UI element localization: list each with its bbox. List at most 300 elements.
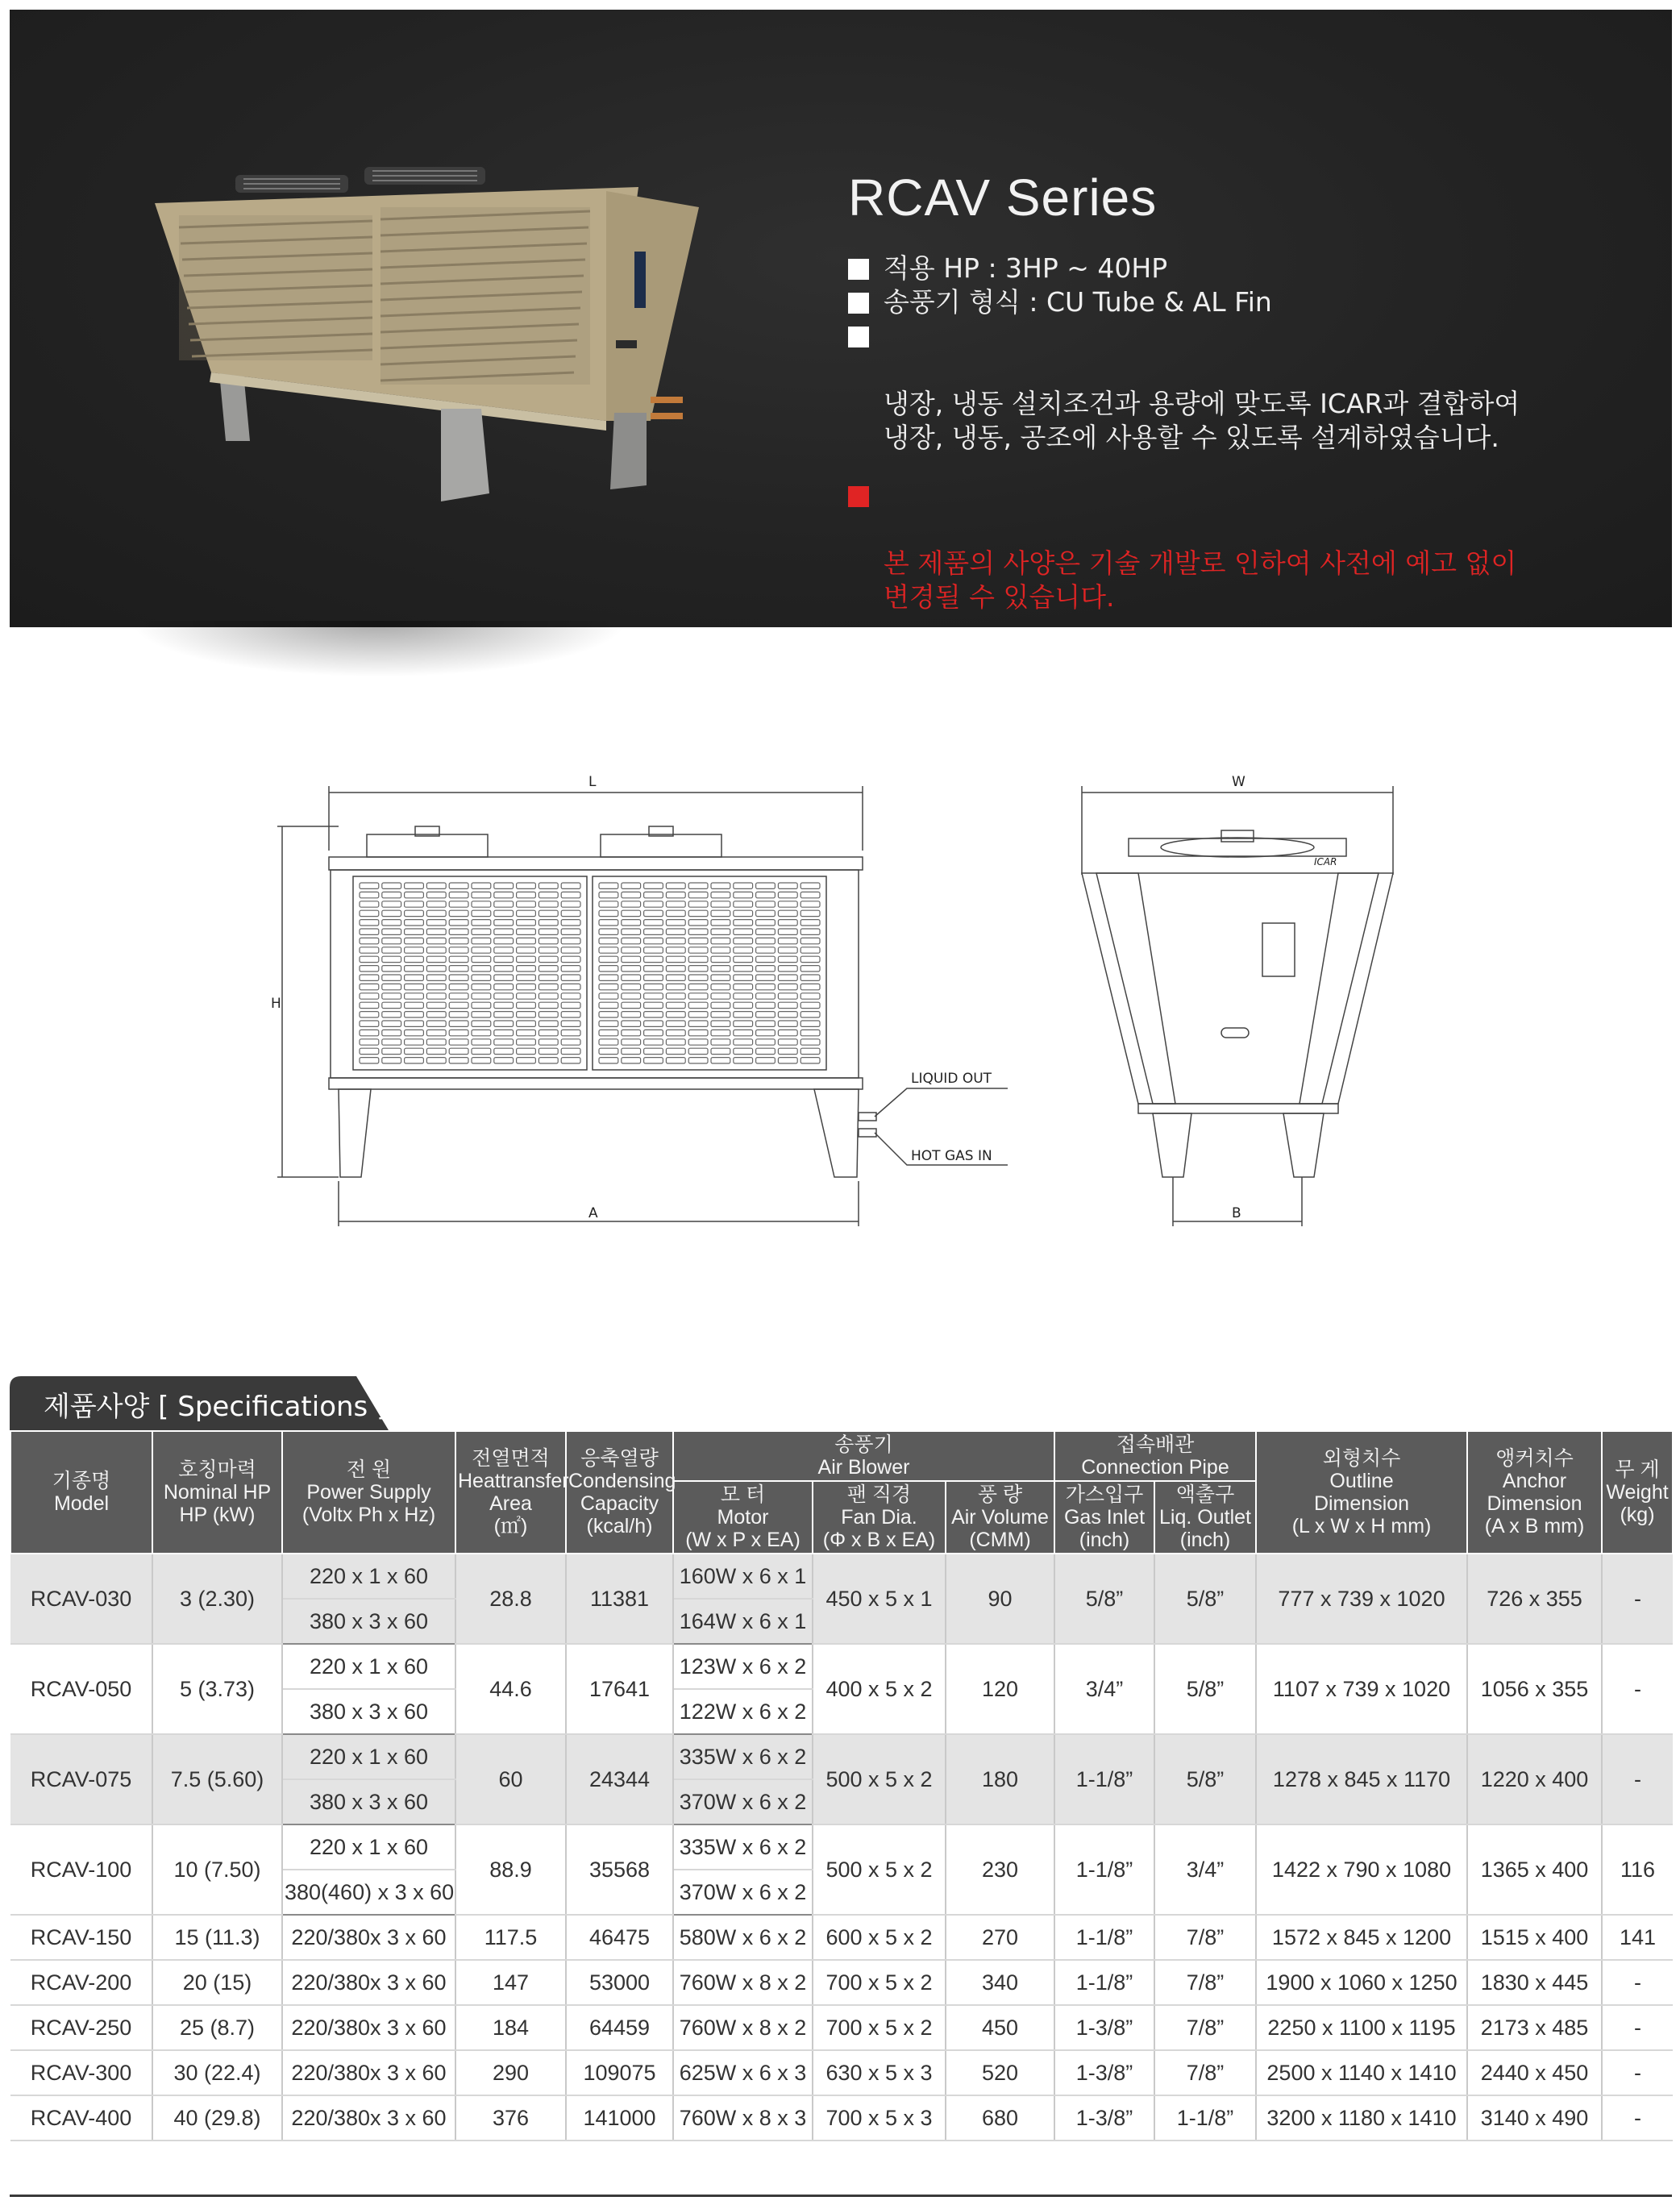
louvre-slot: [688, 984, 708, 989]
header-air-blower: 송풍기 Air Blower: [673, 1431, 1054, 1481]
cell-hp: 7.5 (5.60): [152, 1734, 282, 1824]
louvre-slot: [800, 956, 820, 962]
louvre-slot: [734, 966, 753, 971]
louvre-slot: [517, 984, 536, 989]
louvre-slot: [426, 1058, 446, 1063]
louvre-slot: [666, 883, 685, 888]
louvre-slot: [778, 947, 797, 953]
louvre-slot: [778, 1002, 797, 1008]
louvre-slot: [666, 1048, 685, 1054]
cell-model: RCAV-150: [10, 1915, 152, 1960]
cell-power: 220 x 1 x 60: [282, 1734, 455, 1779]
louvre-slot: [472, 975, 491, 980]
louvre-slot: [426, 1021, 446, 1026]
louvre-slot: [688, 947, 708, 953]
louvre-slot: [426, 883, 446, 888]
cell-fan: 700 x 5 x 2: [813, 1960, 946, 2005]
louvre-slot: [360, 984, 379, 989]
louvre-slot: [360, 910, 379, 916]
louvre-slot: [622, 910, 641, 916]
cell-hp: 25 (8.7): [152, 2005, 282, 2050]
louvre-slot: [756, 892, 776, 897]
louvre-slot: [622, 1058, 641, 1063]
cell-power: 380 x 3 x 60: [282, 1689, 455, 1734]
cell-area: 147: [455, 1960, 566, 2005]
cell-gas: 1-1/8”: [1054, 1915, 1154, 1960]
louvre-slot: [734, 901, 753, 907]
specifications-title: 제품사양 [ Specifications ]: [44, 1391, 388, 1423]
louvre-slot: [539, 1021, 558, 1026]
louvre-slot: [426, 1012, 446, 1017]
louvre-slot: [756, 947, 776, 953]
cell-air: 450: [946, 2005, 1054, 2050]
louvre-slot: [756, 1012, 776, 1017]
louvre-slot: [426, 975, 446, 980]
louvre-slot: [561, 966, 580, 971]
cell-gas: 1-1/8”: [1054, 1734, 1154, 1824]
louvre-slot: [800, 892, 820, 897]
louvre-slot: [517, 1039, 536, 1045]
cell-model: RCAV-200: [10, 1960, 152, 2005]
louvre-slot: [800, 966, 820, 971]
cell-power: 220/380x 3 x 60: [282, 2005, 455, 2050]
louvre-slot: [688, 1021, 708, 1026]
louvre-slot: [449, 938, 468, 943]
cell-liq: 5/8”: [1154, 1554, 1256, 1644]
louvre-slot: [539, 966, 558, 971]
louvre-slot: [688, 975, 708, 980]
cell-motor: 160W x 6 x 1: [673, 1554, 813, 1599]
louvre-slot: [449, 901, 468, 907]
louvre-slot: [539, 1012, 558, 1017]
cell-anchor: 726 x 355: [1467, 1554, 1602, 1644]
louvre-slot: [539, 883, 558, 888]
louvre-slot: [472, 883, 491, 888]
louvre-slot: [494, 1021, 514, 1026]
cell-outline: 2250 x 1100 x 1195: [1256, 2005, 1467, 2050]
louvre-slot: [644, 993, 663, 999]
cell-hp: 20 (15): [152, 1960, 282, 2005]
louvre-slot: [622, 975, 641, 980]
louvre-slot: [778, 938, 797, 943]
cell-outline: 1278 x 845 x 1170: [1256, 1734, 1467, 1824]
louvre-slot: [644, 920, 663, 926]
louvre-slot: [472, 956, 491, 962]
cell-anchor: 2440 x 450: [1467, 2050, 1602, 2095]
cell-fan: 700 x 5 x 3: [813, 2095, 946, 2141]
louvre-slot: [688, 956, 708, 962]
louvre-slot: [539, 1039, 558, 1045]
cell-capacity: 109075: [566, 2050, 673, 2095]
louvre-slot: [382, 1048, 401, 1054]
louvre-slot: [517, 975, 536, 980]
louvre-slot: [449, 920, 468, 926]
louvre-slot: [405, 910, 424, 916]
cell-capacity: 141000: [566, 2095, 673, 2141]
louvre-slot: [622, 966, 641, 971]
louvre-slot: [666, 1002, 685, 1008]
louvre-slot: [644, 984, 663, 989]
table-row: [10, 1644, 1673, 1689]
louvre-slot: [539, 892, 558, 897]
feature-text: 송풍기 형식 : CU Tube & AL Fin: [884, 286, 1272, 318]
cell-outline: 1107 x 739 x 1020: [1256, 1644, 1467, 1734]
cell-anchor: 3140 x 490: [1467, 2095, 1602, 2141]
cell-weight: 141: [1602, 1915, 1673, 1960]
louvre-slot: [494, 993, 514, 999]
louvre-slot: [405, 920, 424, 926]
louvre-slot: [711, 892, 730, 897]
header-gas-inlet: 가스입구 Gas Inlet (inch): [1054, 1481, 1154, 1554]
table-row: [10, 1960, 1673, 2005]
louvre-slot: [778, 892, 797, 897]
louvre-slot: [472, 966, 491, 971]
louvre-slot: [472, 929, 491, 934]
louvre-slot: [778, 1039, 797, 1045]
louvre-slot: [426, 993, 446, 999]
louvre-slot: [734, 1021, 753, 1026]
cell-area: 117.5: [455, 1915, 566, 1960]
cell-capacity: 64459: [566, 2005, 673, 2050]
cell-capacity: 35568: [566, 1824, 673, 1915]
louvre-slot: [599, 892, 618, 897]
header-outline-dimension: 외형치수 Outline Dimension (L x W x H mm): [1256, 1431, 1467, 1554]
louvre-slot: [622, 984, 641, 989]
louvre-slot: [800, 993, 820, 999]
louvre-slot: [472, 920, 491, 926]
louvre-slot: [405, 1039, 424, 1045]
louvre-slot: [622, 947, 641, 953]
louvre-slot: [711, 938, 730, 943]
cell-model: RCAV-050: [10, 1644, 152, 1734]
louvre-slot: [561, 920, 580, 926]
table-row: [10, 2050, 1673, 2095]
feature-text: 적용 HP : 3HP ~ 40HP: [884, 252, 1168, 284]
louvre-slot: [449, 993, 468, 999]
cell-hp: 3 (2.30): [152, 1554, 282, 1644]
louvre-slot: [622, 938, 641, 943]
louvre-slot: [382, 1058, 401, 1063]
louvre-slot: [405, 956, 424, 962]
louvre-slot: [756, 929, 776, 934]
louvre-slot: [644, 975, 663, 980]
louvre-slot: [426, 1030, 446, 1035]
feature-hp-range: [848, 252, 1654, 285]
cell-area: 28.8: [455, 1554, 566, 1644]
cell-weight: -: [1602, 1554, 1673, 1644]
louvre-slot: [539, 929, 558, 934]
louvre-slot: [599, 938, 618, 943]
louvre-slot: [382, 892, 401, 897]
louvre-slot: [599, 1012, 618, 1017]
louvre-slot: [622, 1012, 641, 1017]
louvre-slot: [666, 1021, 685, 1026]
louvre-slot: [405, 984, 424, 989]
dimension-L-label: L: [588, 774, 597, 790]
louvre-slot: [778, 984, 797, 989]
louvre-slot: [561, 938, 580, 943]
front-view-drawing: [266, 770, 1032, 1229]
louvre-slot: [756, 910, 776, 916]
louvre-slot: [599, 883, 618, 888]
louvre-slot: [711, 929, 730, 934]
louvre-slot: [778, 993, 797, 999]
louvre-slot: [666, 1039, 685, 1045]
header-anchor-dimension: 앵커치수 Anchor Dimension (A x B mm): [1467, 1431, 1602, 1554]
louvre-slot: [517, 1002, 536, 1008]
louvre-slot: [622, 1002, 641, 1008]
cell-anchor: 1056 x 355: [1467, 1644, 1602, 1734]
louvre-slot: [561, 975, 580, 980]
louvre-slot: [599, 975, 618, 980]
louvre-slot: [599, 966, 618, 971]
cell-model: RCAV-030: [10, 1554, 152, 1644]
louvre-slot: [734, 920, 753, 926]
louvre-slot: [711, 947, 730, 953]
louvre-slot: [734, 1030, 753, 1035]
louvre-slot: [517, 1012, 536, 1017]
louvre-slot: [734, 892, 753, 897]
louvre-slot: [688, 1012, 708, 1017]
louvre-slot: [382, 984, 401, 989]
louvre-slot: [711, 1012, 730, 1017]
louvre-slot: [756, 1048, 776, 1054]
cell-outline: 1422 x 790 x 1080: [1256, 1824, 1467, 1915]
louvre-slot: [756, 1039, 776, 1045]
louvre-slot: [778, 1048, 797, 1054]
louvre-slot: [472, 993, 491, 999]
louvre-slot: [666, 966, 685, 971]
louvre-slot: [517, 1021, 536, 1026]
louvre-slot: [688, 1048, 708, 1054]
cell-weight: -: [1602, 2005, 1673, 2050]
hero-banner: [10, 10, 1672, 627]
louvre-slot: [517, 956, 536, 962]
cell-liq: 1-1/8”: [1154, 2095, 1256, 2141]
louvre-slot: [426, 901, 446, 907]
louvre-slot: [360, 966, 379, 971]
louvre-slot: [360, 883, 379, 888]
table-bottom-rule: [10, 2195, 1672, 2197]
cell-gas: 5/8”: [1054, 1554, 1154, 1644]
louvre-slot: [449, 1058, 468, 1063]
louvre-slot: [778, 956, 797, 962]
louvre-slot: [688, 993, 708, 999]
louvre-slot: [539, 938, 558, 943]
hot-gas-in-label: HOT GAS IN: [911, 1148, 992, 1164]
louvre-slot: [711, 1030, 730, 1035]
louvre-slot: [644, 966, 663, 971]
louvre-slot: [622, 956, 641, 962]
feature-text: 냉장, 냉동 설치조건과 용량에 맞도록 ICAR과 결합하여 냉장, 냉동, 공조에 사용할 수 있도록 설계하였습니다.: [884, 388, 1520, 453]
cell-power: 220/380x 3 x 60: [282, 2050, 455, 2095]
louvre-slot: [472, 984, 491, 989]
louvre-slot: [382, 938, 401, 943]
louvre-slot: [539, 1058, 558, 1063]
louvre-slot: [539, 947, 558, 953]
louvre-slot: [472, 947, 491, 953]
louvre-slot: [382, 929, 401, 934]
cell-gas: 1-3/8”: [1054, 2005, 1154, 2050]
table-row: [10, 2005, 1673, 2050]
louvre-slot: [778, 929, 797, 934]
louvre-slot: [599, 1039, 618, 1045]
red-square-bullet-icon: [848, 486, 869, 507]
louvre-slot: [472, 1030, 491, 1035]
louvre-slot: [449, 929, 468, 934]
cell-power: 380(460) x 3 x 60: [282, 1870, 455, 1915]
louvre-slot: [517, 1048, 536, 1054]
louvre-slot: [622, 883, 641, 888]
louvre-slot: [426, 920, 446, 926]
cell-fan: 400 x 5 x 2: [813, 1644, 946, 1734]
cell-liq: 7/8”: [1154, 1960, 1256, 2005]
header-liq-outlet: 액출구 Liq. Outlet (inch): [1154, 1481, 1256, 1554]
louvre-slot: [472, 938, 491, 943]
louvre-slot: [360, 938, 379, 943]
louvre-slot: [756, 938, 776, 943]
cell-area: 290: [455, 2050, 566, 2095]
louvre-slot: [599, 1002, 618, 1008]
louvre-slot: [666, 993, 685, 999]
louvre-slot: [756, 1030, 776, 1035]
louvre-slot: [382, 1039, 401, 1045]
louvre-slot: [561, 910, 580, 916]
louvre-slot: [622, 892, 641, 897]
louvre-slot: [494, 920, 514, 926]
cell-model: RCAV-100: [10, 1824, 152, 1915]
louvre-slot: [494, 975, 514, 980]
cell-motor: 580W x 6 x 2: [673, 1915, 813, 1960]
header-motor: 모 터 Motor (W x P x EA): [673, 1481, 813, 1554]
louvre-slot: [800, 1012, 820, 1017]
louvre-slot: [472, 1039, 491, 1045]
louvre-slot: [778, 901, 797, 907]
louvre-slot: [688, 938, 708, 943]
louvre-slot: [494, 883, 514, 888]
louvre-slot: [405, 901, 424, 907]
cell-area: 60: [455, 1734, 566, 1824]
louvre-slot: [494, 956, 514, 962]
specifications-tab: [10, 1376, 389, 1430]
cell-capacity: 17641: [566, 1644, 673, 1734]
louvre-slot: [426, 966, 446, 971]
louvre-slot: [494, 910, 514, 916]
louvre-slot: [666, 910, 685, 916]
cell-area: 44.6: [455, 1644, 566, 1734]
louvre-slot: [756, 1021, 776, 1026]
cell-air: 340: [946, 1960, 1054, 2005]
louvre-slot: [756, 883, 776, 888]
louvre-slot: [561, 1002, 580, 1008]
louvre-slot: [382, 975, 401, 980]
cell-power: 220 x 1 x 60: [282, 1644, 455, 1689]
louvre-slot: [517, 993, 536, 999]
louvre-slot: [360, 1058, 379, 1063]
louvre-slot: [539, 993, 558, 999]
louvre-slot: [494, 947, 514, 953]
louvre-slot: [711, 1058, 730, 1063]
cell-fan: 700 x 5 x 2: [813, 2005, 946, 2050]
louvre-slot: [666, 1030, 685, 1035]
cell-area: 376: [455, 2095, 566, 2141]
louvre-slot: [360, 1030, 379, 1035]
cell-weight: -: [1602, 2050, 1673, 2095]
cell-outline: 1900 x 1060 x 1250: [1256, 1960, 1467, 2005]
header-air-volume: 풍 량 Air Volume (CMM): [946, 1481, 1054, 1554]
louvre-slot: [622, 929, 641, 934]
louvre-slot: [426, 984, 446, 989]
cell-model: RCAV-250: [10, 2005, 152, 2050]
louvre-slot: [360, 920, 379, 926]
cell-liq: 7/8”: [1154, 1915, 1256, 1960]
cell-gas: 1-3/8”: [1054, 2050, 1154, 2095]
louvre-slot: [778, 1012, 797, 1017]
louvre-slot: [360, 1012, 379, 1017]
louvre-slot: [405, 938, 424, 943]
louvre-slot: [756, 1002, 776, 1008]
cell-motor: 760W x 8 x 2: [673, 1960, 813, 2005]
louvre-slot: [666, 1058, 685, 1063]
louvre-slot: [800, 901, 820, 907]
header-heattransfer-area: 전열면적 Heattransfer Area (㎡): [455, 1431, 566, 1554]
louvre-slot: [778, 883, 797, 888]
louvre-slot: [561, 901, 580, 907]
louvre-slot: [449, 966, 468, 971]
louvre-slot: [711, 910, 730, 916]
louvre-slot: [644, 1030, 663, 1035]
louvre-slot: [561, 1048, 580, 1054]
louvre-slot: [599, 1021, 618, 1026]
cell-motor: 625W x 6 x 3: [673, 2050, 813, 2095]
louvre-slot: [688, 883, 708, 888]
louvre-slot: [382, 901, 401, 907]
louvre-slot: [405, 1021, 424, 1026]
notice-text: 본 제품의 사양은 기술 개발로 인하여 사전에 예고 없이 변경될 수 있습니다.: [884, 547, 1517, 613]
cell-weight: -: [1602, 2095, 1673, 2141]
louvre-slot: [800, 984, 820, 989]
louvre-slot: [382, 910, 401, 916]
louvre-slot: [405, 1048, 424, 1054]
cell-power: 380 x 3 x 60: [282, 1779, 455, 1824]
louvre-slot: [800, 975, 820, 980]
louvre-slot: [734, 1058, 753, 1063]
dimension-A-label: A: [588, 1205, 598, 1221]
louvre-slot: [711, 901, 730, 907]
cell-gas: 1-1/8”: [1054, 1960, 1154, 2005]
cell-motor: 760W x 8 x 3: [673, 2095, 813, 2141]
louvre-slot: [711, 984, 730, 989]
louvre-slot: [734, 993, 753, 999]
cell-power: 380 x 3 x 60: [282, 1599, 455, 1644]
louvre-slot: [800, 1002, 820, 1008]
cell-power: 220 x 1 x 60: [282, 1554, 455, 1599]
louvre-slot: [644, 1039, 663, 1045]
side-view-drawing: [1072, 770, 1411, 1229]
cell-motor: 335W x 6 x 2: [673, 1824, 813, 1870]
louvre-slot: [382, 966, 401, 971]
louvre-slot: [405, 1058, 424, 1063]
louvre-slot: [517, 1030, 536, 1035]
louvre-slot: [494, 1030, 514, 1035]
cell-anchor: 1830 x 445: [1467, 1960, 1602, 2005]
product-shadow: [129, 621, 629, 677]
louvre-slot: [756, 901, 776, 907]
louvre-slot: [756, 975, 776, 980]
cell-motor: 164W x 6 x 1: [673, 1599, 813, 1644]
louvre-slot: [734, 984, 753, 989]
liquid-out-label: LIQUID OUT: [911, 1071, 992, 1087]
